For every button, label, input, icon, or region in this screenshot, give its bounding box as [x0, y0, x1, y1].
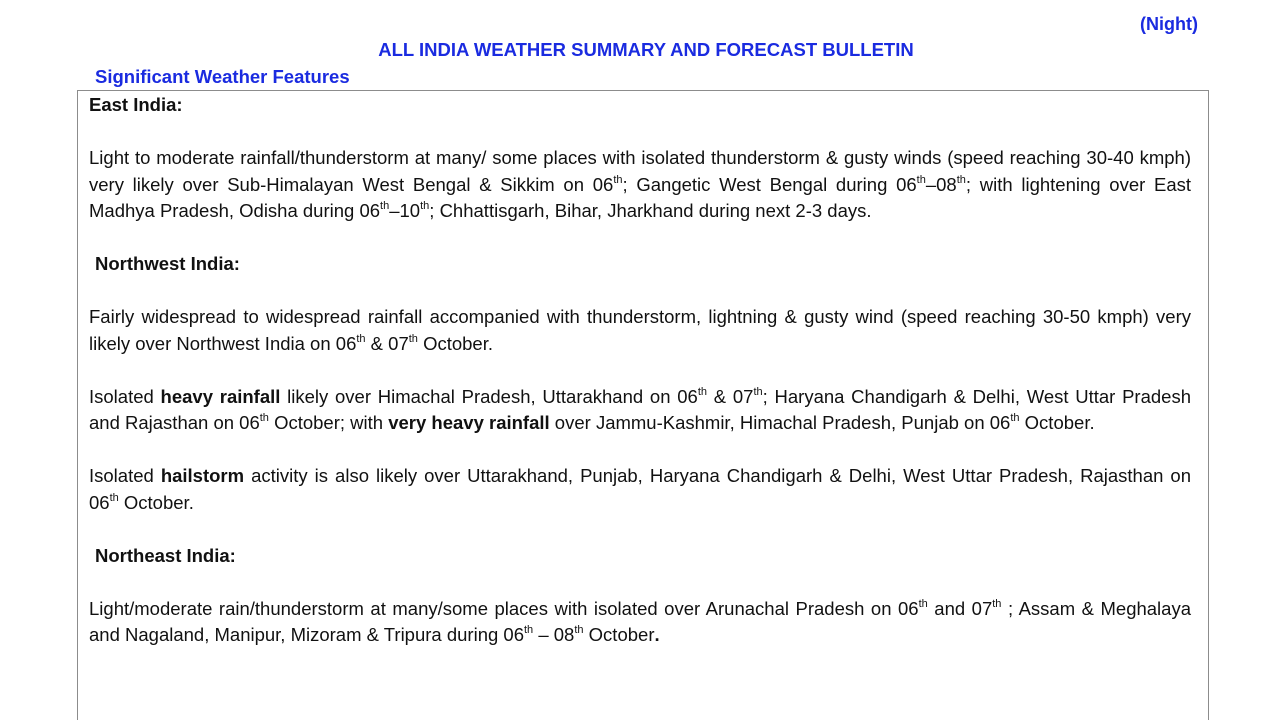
- east-india-heading: East India:: [89, 94, 183, 115]
- section-title: Significant Weather Features: [95, 66, 350, 87]
- east-india-paragraph: Light to moderate rainfall/thunderstorm at many/ some places with isolated thunderstorm & gusty winds (speed reaching 30-40 kmph) very likely over Sub-Himalayan West Bengal & Sikkim on 06th; Gangetic West Bengal during 06th–08th; with lightening over East Madhya Pradesh, Odisha during 06th–10th; Chhattisgarh, Bihar, Jharkhand during next 2-3 days.: [89, 147, 1191, 221]
- bulletin-title: ALL INDIA WEATHER SUMMARY AND FORECAST BULLETIN: [378, 39, 914, 60]
- northwest-heavy-rainfall-paragraph: Isolated heavy rainfall likely over Himachal Pradesh, Uttarakhand on 06th & 07th; Haryana Chandigarh & Delhi, West Uttar Pradesh and Rajasthan on 06th October; with very heavy rainfall over Jammu-Kashmir, Himachal Pradesh, Punjab on 06th October.: [89, 385, 1191, 433]
- bulletin-content: [89, 92, 1191, 649]
- northwest-rainfall-paragraph: Fairly widespread to widespread rainfall accompanied with thunderstorm, lightning & gusty wind (speed reaching 30-50 kmph) very likely over Northwest India on 06th & 07th October.: [89, 306, 1191, 354]
- northwest-hailstorm-paragraph: Isolated hailstorm activity is also likely over Uttarakhand, Punjab, Haryana Chandigarh & Delhi, West Uttar Pradesh, Rajasthan on 06th October.: [89, 465, 1191, 513]
- night-label: (Night): [1140, 14, 1198, 34]
- northeast-india-heading: Northeast India:: [95, 544, 236, 566]
- northeast-india-paragraph: Light/moderate rain/thunderstorm at many/some places with isolated over Arunachal Pradesh on 06th and 07th ; Assam & Meghalaya and Nagaland, Manipur, Mizoram & Tripura during 06th – 08th October.: [89, 597, 1191, 645]
- northwest-india-heading: Northwest India:: [95, 253, 240, 274]
